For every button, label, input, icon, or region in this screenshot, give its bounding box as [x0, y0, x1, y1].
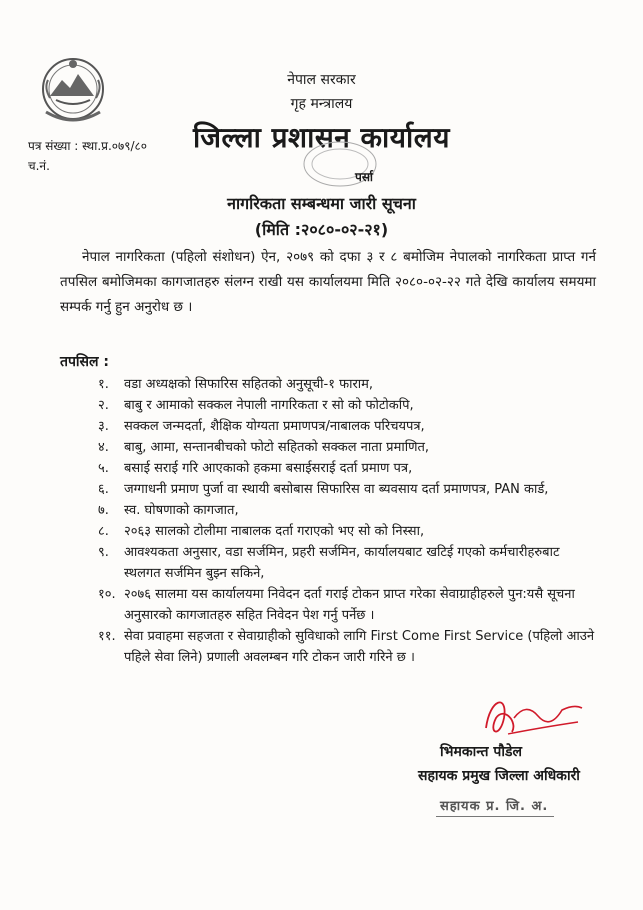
- list-item: [98, 521, 598, 542]
- signer-designation: सहायक प्रमुख जिल्ला अधिकारी: [418, 768, 580, 784]
- notice-date: (मिति :२०८०-०२-२१): [254, 220, 389, 239]
- item-number: ५.: [98, 461, 109, 476]
- list-item: [98, 479, 598, 500]
- item-text: आवश्यकता अनुसार, वडा सर्जमिन, प्रहरी सर्जमिन, कार्यालयबाट खटिई गएको कर्मचारीहरुबाट स्थलगत सर्जमिन बुझ्न सकिने,: [124, 545, 560, 581]
- reference-number: पत्र संख्या : स्था.प्र.०७९/८०: [28, 139, 148, 153]
- list-item: [98, 374, 598, 395]
- signer-name: भिमकान्त पौडेल: [440, 744, 522, 760]
- details-list: [98, 374, 598, 668]
- nepal-emblem-icon: [38, 52, 108, 126]
- list-item: [98, 395, 598, 416]
- item-number: ८.: [98, 524, 109, 539]
- item-text: सक्कल जन्मदर्ता, शैक्षिक योग्यता प्रमाणपत्र/नाबालक परिचयपत्र,: [124, 419, 425, 434]
- list-item: [98, 416, 598, 437]
- item-number: १.: [98, 377, 109, 392]
- list-item: [98, 458, 598, 479]
- list-item: [98, 626, 598, 668]
- handwritten-signature-icon: [478, 688, 588, 748]
- designation-stamp: सहायक प्र. जि. अ.: [440, 799, 549, 814]
- item-number: ११.: [98, 629, 116, 644]
- item-text: सेवा प्रवाहमा सहजता र सेवाग्राहीको सुविधाको लागि First Come First Service (पहिलो आउने पहिले सेवा लिने) प्रणाली अवलम्बन गरि टोकन जारी गरिने छ ।: [124, 629, 595, 665]
- details-heading: तपसिल :: [60, 354, 109, 370]
- item-number: ७.: [98, 503, 109, 518]
- item-number: १०.: [98, 587, 116, 602]
- office-place: पर्सा: [355, 170, 374, 184]
- item-text: २०७६ सालमा यस कार्यालयमा निवेदन दर्ता गराई टोकन प्राप्त गरेका सेवाग्राहीहरुले पुन:यसै सूचना अनुसारको कागजातहरु सहित निवेदन पेश गर्नु पर्नेछ ।: [124, 587, 575, 623]
- item-text: जग्गाधनी प्रमाण पुर्जा वा स्थायी बसोबास सिफारिस वा ब्यवसाय दर्ता प्रमाणपत्र, PAN कार्ड,: [124, 482, 549, 497]
- government-name: नेपाल सरकार: [287, 72, 356, 88]
- list-item: [98, 542, 598, 584]
- item-number: ६.: [98, 482, 109, 497]
- list-item: [98, 500, 598, 521]
- item-number: ९.: [98, 545, 109, 560]
- item-text: बाबु र आमाको सक्कल नेपाली नागरिकता र सो को फोटोकपि,: [124, 398, 414, 413]
- list-item: [98, 584, 598, 626]
- item-number: ३.: [98, 419, 109, 434]
- ministry-name: गृह मन्त्रालय: [290, 96, 353, 112]
- item-number: २.: [98, 398, 109, 413]
- item-number: ४.: [98, 440, 109, 455]
- stamp-underline: [436, 816, 554, 817]
- notice-title: नागरिकता सम्बन्धमा जारी सूचना: [227, 194, 416, 213]
- notice-body: नेपाल नागरिकता (पहिलो संशोधन) ऐन, २०७९ को दफा ३ र ८ बमोजिम नेपालको नागरिकता प्राप्त गर्न तपसिल बमोजिमका कागजातहरु संलग्न राखी यस कार्यालयमा मिति २०८०-०२-२२ गते देखि कार्यालय समयमा सम्पर्क गर्नु हुन अनुरोध छ ।: [60, 249, 596, 315]
- item-text: बसाई सराई गरि आएकाको हकमा बसाईसराई दर्ता प्रमाण पत्र,: [124, 461, 413, 476]
- item-text: वडा अध्यक्षको सिफारिस सहितको अनुसूची-१ फाराम,: [124, 377, 374, 392]
- item-text: २०६३ सालको टोलीमा नाबालक दर्ता गराएको भए सो को निस्सा,: [124, 524, 425, 539]
- list-item: [98, 437, 598, 458]
- item-text: स्व. घोषणाको कागजात,: [124, 503, 239, 518]
- item-text: बाबु, आमा, सन्तानबीचको फोटो सहितको सक्कल नाता प्रमाणित,: [124, 440, 430, 455]
- dispatch-number: च.नं.: [28, 159, 50, 173]
- office-title: जिल्ला प्रशासन कार्यालय: [192, 121, 451, 154]
